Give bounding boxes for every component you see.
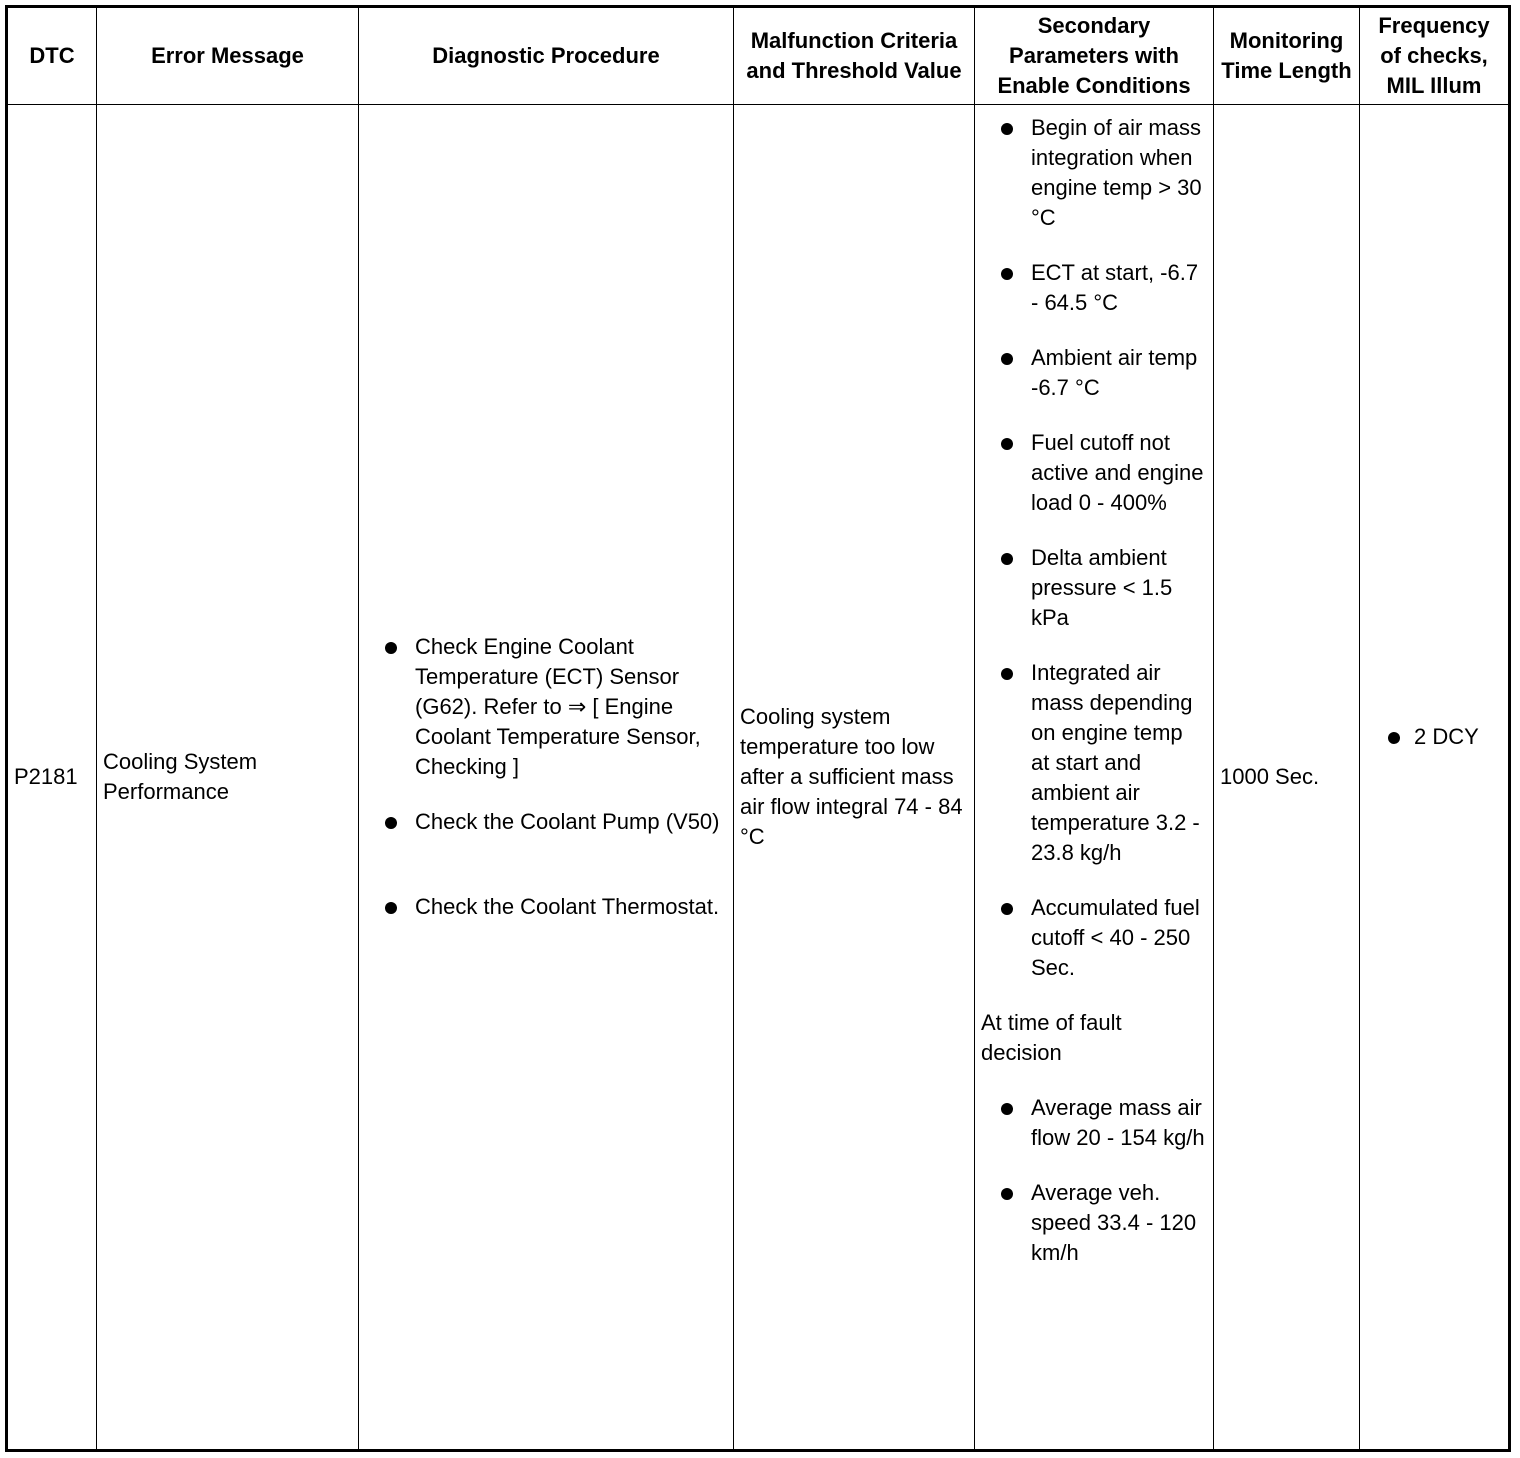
secondary-parameter-item: Begin of air mass integration when engine temp > 30 °C: [981, 113, 1207, 233]
secondary-parameter-list: [981, 113, 1207, 983]
dtc-table: [5, 5, 1511, 1452]
cell-error-message: Cooling System Performance: [97, 105, 359, 1451]
header-row: [7, 7, 1510, 105]
cell-frequency: [1360, 105, 1510, 1451]
secondary-parameter-item: Delta ambient pressure < 1.5 kPa: [981, 543, 1207, 633]
secondary-parameter-item: Integrated air mass depending on engine temp at start and ambient air temperature 3.2 - 23.8 kg/h: [981, 658, 1207, 868]
header-malfunction-criteria: Malfunction Criteria and Threshold Value: [734, 7, 975, 105]
secondary-parameter-item: Accumulated fuel cutoff < 40 - 250 Sec.: [981, 893, 1207, 983]
cell-diagnostic-procedure: [359, 105, 734, 1451]
fault-decision-list: [981, 1093, 1207, 1268]
frequency-item: 2 DCY: [1366, 722, 1502, 752]
secondary-parameter-item: Ambient air temp -6.7 °C: [981, 343, 1207, 403]
table-row: [7, 105, 1510, 1451]
fault-decision-item: Average veh. speed 33.4 - 120 km/h: [981, 1178, 1207, 1268]
cell-secondary-parameters: [975, 105, 1214, 1451]
cell-dtc: P2181: [7, 105, 97, 1451]
fault-decision-item: Average mass air flow 20 - 154 kg/h: [981, 1093, 1207, 1153]
fault-decision-label: At time of fault decision: [981, 1010, 1122, 1065]
secondary-parameter-item: Fuel cutoff not active and engine load 0 - 400%: [981, 428, 1207, 518]
procedure-item: Check the Coolant Thermostat.: [365, 892, 727, 922]
frequency-list: [1366, 722, 1502, 752]
header-error-message: Error Message: [97, 7, 359, 105]
header-dtc: DTC: [7, 7, 97, 105]
procedure-item: Check Engine Coolant Temperature (ECT) Sensor (G62). Refer to ⇒ [ Engine Coolant Temperature Sensor, Checking ]: [365, 632, 727, 782]
header-diagnostic-procedure: Diagnostic Procedure: [359, 7, 734, 105]
header-monitoring-time: Monitoring Time Length: [1214, 7, 1360, 105]
procedure-list: [365, 632, 727, 922]
cell-monitoring-time: 1000 Sec.: [1214, 105, 1360, 1451]
header-secondary-parameters: Secondary Parameters with Enable Conditions: [975, 7, 1214, 105]
header-frequency: Frequency of checks, MIL Illum: [1360, 7, 1510, 105]
secondary-parameter-item: ECT at start, -6.7 - 64.5 °C: [981, 258, 1207, 318]
procedure-item: Check the Coolant Pump (V50): [365, 807, 727, 837]
cell-malfunction-criteria: Cooling system temperature too low after a sufficient mass air flow integral 74 - 84 °C: [734, 105, 975, 1451]
